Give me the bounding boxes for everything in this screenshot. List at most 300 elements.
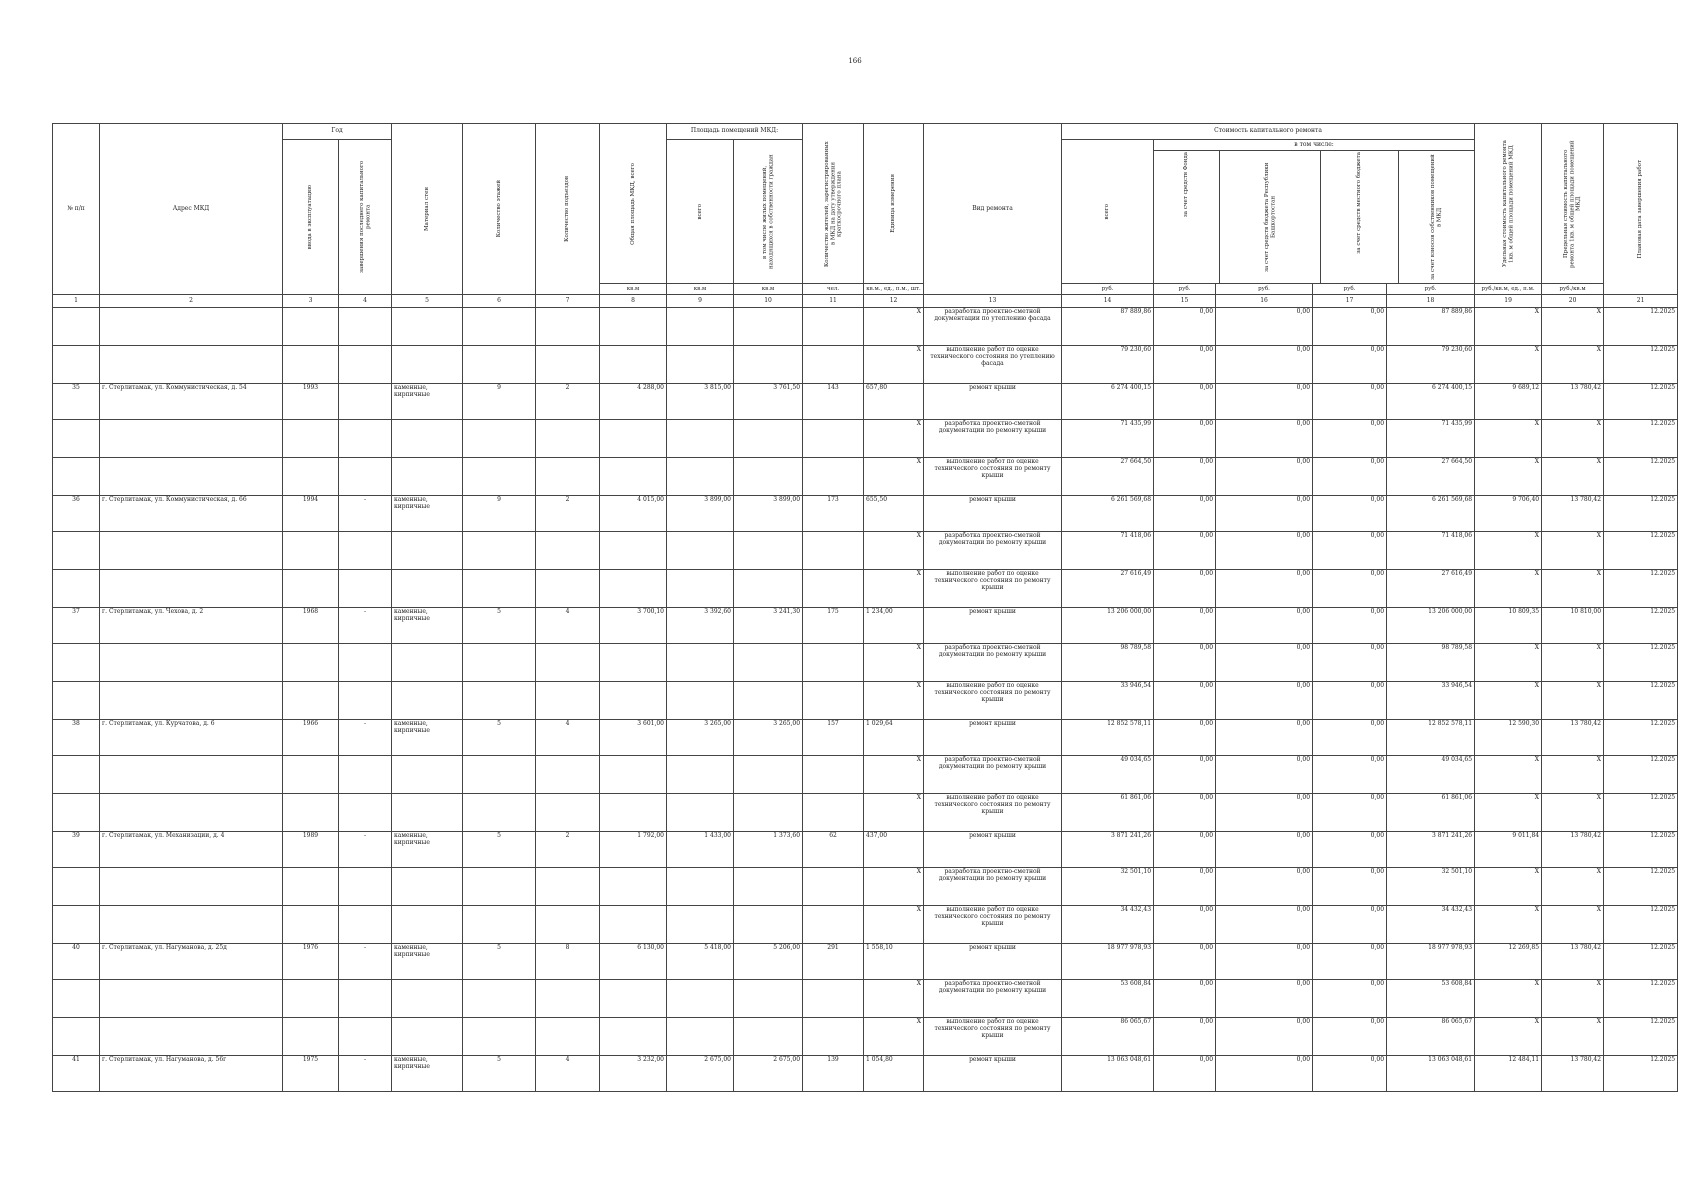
table-cell: X [1475, 682, 1542, 720]
col-floors: Количество этажей [463, 124, 536, 295]
table-cell: 0,00 [1154, 682, 1216, 720]
table-cell: - [339, 720, 392, 756]
table-cell: 98 789,58 [1387, 644, 1475, 682]
table-cell: 2 [536, 832, 600, 868]
table-cell: - [339, 496, 392, 532]
table-cell [734, 346, 803, 384]
col-specific-cost: Удельная стоимость капитального ремонта 1кв. м общей площади помещений МКД [1475, 124, 1542, 284]
table-cell: 0,00 [1154, 1018, 1216, 1056]
table-cell [803, 756, 864, 794]
table-cell: 13 206 000,00 [1387, 608, 1475, 644]
table-cell: 175 [803, 608, 864, 644]
col-wall-material: Материал стен [392, 124, 463, 295]
table-cell: 0,00 [1216, 794, 1313, 832]
table-cell: 12.2025 [1604, 420, 1678, 458]
table-cell [600, 906, 667, 944]
table-row [53, 944, 1678, 980]
table-cell [463, 346, 536, 384]
col-max-cost: Предельная стоимость капитального ремонта 1кв. м общей площади помещений МКД [1542, 124, 1604, 284]
table-cell [100, 868, 283, 906]
table-cell [600, 794, 667, 832]
table-cell [100, 570, 283, 608]
table-cell: 10 810,00 [1542, 608, 1604, 644]
table-cell: 9 689,12 [1475, 384, 1542, 420]
table-cell: разработка проектно-сметной документации по ремонту крыши [924, 756, 1062, 794]
table-cell: X [864, 644, 924, 682]
table-cell: каменные, кирпичные [392, 1056, 463, 1092]
table-cell: 0,00 [1154, 1056, 1216, 1092]
table-cell [392, 420, 463, 458]
table-cell: ремонт крыши [924, 496, 1062, 532]
table-cell: г. Стерлитамак, ул. Коммунистическая, д. 54 [100, 384, 283, 420]
table-cell [392, 570, 463, 608]
table-cell: X [864, 756, 924, 794]
table-cell [339, 1018, 392, 1056]
table-cell [100, 644, 283, 682]
table-cell [734, 868, 803, 906]
table-cell: 0,00 [1154, 756, 1216, 794]
table-cell [803, 868, 864, 906]
column-number: 9 [667, 295, 734, 308]
table-cell [463, 570, 536, 608]
table-cell: X [864, 420, 924, 458]
table-cell [100, 980, 283, 1018]
table-cell: выполнение работ по оценке технического состояния по утеплению фасада [924, 346, 1062, 384]
table-cell [392, 1018, 463, 1056]
table-cell: разработка проектно-сметной документации по ремонту крыши [924, 532, 1062, 570]
table-cell [463, 458, 536, 496]
table-cell [667, 906, 734, 944]
column-number: 13 [924, 295, 1062, 308]
table-cell: разработка проектно-сметной документации по ремонту крыши [924, 868, 1062, 906]
table-cell [600, 980, 667, 1018]
table-cell: 12.2025 [1604, 570, 1678, 608]
col-cost-including: в том числе: за счет средств Фонда за счет средств бюджета Республики Башкортостан за счет средств местного бюджета за счет взносов собственников помещений в МКД [1154, 140, 1475, 284]
table-cell [339, 384, 392, 420]
table-cell: 12 484,11 [1475, 1056, 1542, 1092]
table-cell: 0,00 [1216, 496, 1313, 532]
table-cell [392, 756, 463, 794]
table-cell: 13 063 048,61 [1062, 1056, 1154, 1092]
table-cell: 0,00 [1154, 532, 1216, 570]
table-cell: X [1542, 980, 1604, 1018]
table-cell: г. Стерлитамак, ул. Механизации, д. 4 [100, 832, 283, 868]
column-number: 2 [100, 295, 283, 308]
table-cell: X [1475, 756, 1542, 794]
table-row [53, 682, 1678, 720]
column-number: 3 [283, 295, 339, 308]
table-cell: 3 265,00 [667, 720, 734, 756]
table-cell: X [1542, 420, 1604, 458]
column-number: 16 [1216, 295, 1313, 308]
table-cell: X [864, 1018, 924, 1056]
table-cell [463, 682, 536, 720]
table-cell: X [1475, 906, 1542, 944]
table-cell [667, 570, 734, 608]
table-cell: 39 [53, 832, 100, 868]
table-cell [339, 346, 392, 384]
table-cell: 5 [463, 832, 536, 868]
table-cell: ремонт крыши [924, 608, 1062, 644]
table-cell: 0,00 [1313, 570, 1387, 608]
table-cell [392, 682, 463, 720]
table-row [53, 756, 1678, 794]
table-cell: разработка проектно-сметной документации по ремонту крыши [924, 420, 1062, 458]
table-cell [600, 532, 667, 570]
table-cell: 0,00 [1216, 608, 1313, 644]
table-cell: 98 789,58 [1062, 644, 1154, 682]
table-cell: 1966 [283, 720, 339, 756]
table-cell [667, 458, 734, 496]
table-cell: X [1475, 868, 1542, 906]
table-cell [100, 532, 283, 570]
column-number: 4 [339, 295, 392, 308]
table-cell [600, 308, 667, 346]
table-cell [600, 458, 667, 496]
table-cell: X [1475, 420, 1542, 458]
table-cell: 4 015,00 [600, 496, 667, 532]
table-cell: 9 [463, 496, 536, 532]
table-cell: 0,00 [1216, 308, 1313, 346]
table-cell: X [1475, 644, 1542, 682]
table-cell: 3 815,00 [667, 384, 734, 420]
table-cell: 0,00 [1313, 532, 1387, 570]
table-cell: 0,00 [1216, 644, 1313, 682]
table-cell: 0,00 [1154, 944, 1216, 980]
table-cell [667, 420, 734, 458]
table-cell: 2 675,00 [667, 1056, 734, 1092]
table-cell: 62 [803, 832, 864, 868]
table-cell: 3 761,50 [734, 384, 803, 420]
table-cell [339, 420, 392, 458]
table-cell: 0,00 [1154, 832, 1216, 868]
table-cell [283, 644, 339, 682]
table-cell: разработка проектно-сметной документации по ремонту крыши [924, 644, 1062, 682]
table-cell [463, 532, 536, 570]
table-cell: 4 [536, 608, 600, 644]
table-cell [283, 458, 339, 496]
table-cell: 71 435,99 [1062, 420, 1154, 458]
table-cell: 12.2025 [1604, 608, 1678, 644]
table-cell: ремонт крыши [924, 384, 1062, 420]
table-row [53, 384, 1678, 420]
table-cell: 1 029,64 [864, 720, 924, 756]
table-cell: 12.2025 [1604, 1018, 1678, 1056]
table-cell: 1993 [283, 384, 339, 420]
table-cell: 1975 [283, 1056, 339, 1092]
table-cell [339, 794, 392, 832]
col-premises-total: всего [667, 140, 734, 284]
table-cell: 10 809,35 [1475, 608, 1542, 644]
column-number: 8 [600, 295, 667, 308]
table-cell: X [864, 532, 924, 570]
table-cell [339, 682, 392, 720]
table-cell: 13 780,42 [1542, 1056, 1604, 1092]
col-cost-owners: за счет взносов собственников помещений в МКД [1430, 154, 1443, 280]
table-cell: разработка проектно-сметной документации по утеплению фасада [924, 308, 1062, 346]
table-cell: 655,50 [864, 496, 924, 532]
table-cell [283, 1018, 339, 1056]
table-cell: г. Стерлитамак, ул. Курчатова, д. 6 [100, 720, 283, 756]
table-cell: 0,00 [1313, 1056, 1387, 1092]
col-cost-total: всего [1062, 140, 1154, 284]
table-cell [283, 906, 339, 944]
table-cell [392, 906, 463, 944]
table-cell: 437,00 [864, 832, 924, 868]
table-cell: 0,00 [1154, 906, 1216, 944]
column-number: 18 [1387, 295, 1475, 308]
table-cell: 0,00 [1313, 458, 1387, 496]
table-cell [283, 868, 339, 906]
table-cell [339, 532, 392, 570]
table-cell [803, 644, 864, 682]
table-cell [392, 346, 463, 384]
table-cell [536, 420, 600, 458]
table-cell [53, 682, 100, 720]
table-cell: 12 590,30 [1475, 720, 1542, 756]
table-cell: 0,00 [1216, 458, 1313, 496]
table-cell: X [1475, 1018, 1542, 1056]
table-cell [53, 532, 100, 570]
table-cell [600, 420, 667, 458]
table-cell: 2 [536, 384, 600, 420]
table-cell [600, 644, 667, 682]
col-unit: Единица измерения [864, 124, 924, 284]
table-cell [392, 532, 463, 570]
table-cell: 0,00 [1216, 720, 1313, 756]
table-cell: 5 [463, 1056, 536, 1092]
table-row [53, 458, 1678, 496]
table-cell [803, 458, 864, 496]
table-cell: выполнение работ по оценке технического состояния по ремонту крыши [924, 458, 1062, 496]
table-cell: X [1475, 794, 1542, 832]
column-number: 5 [392, 295, 463, 308]
table-row [53, 794, 1678, 832]
table-cell [734, 308, 803, 346]
table-cell [600, 682, 667, 720]
table-cell [463, 756, 536, 794]
col-total-area: Общая площадь МКД, всего [600, 124, 667, 284]
table-cell: 12.2025 [1604, 308, 1678, 346]
table-cell: 0,00 [1216, 420, 1313, 458]
table-cell [53, 570, 100, 608]
table-cell: выполнение работ по оценке технического состояния по ремонту крыши [924, 906, 1062, 944]
table-cell: 3 700,10 [600, 608, 667, 644]
table-cell [100, 794, 283, 832]
table-cell: X [1542, 570, 1604, 608]
table-cell: 49 034,65 [1387, 756, 1475, 794]
table-cell: 1 373,60 [734, 832, 803, 868]
table-row [53, 906, 1678, 944]
table-cell: 12.2025 [1604, 720, 1678, 756]
table-cell [53, 1018, 100, 1056]
table-cell: 12.2025 [1604, 906, 1678, 944]
table-cell: 0,00 [1154, 608, 1216, 644]
table-row [53, 346, 1678, 384]
table-cell: 27 664,50 [1387, 458, 1475, 496]
table-cell: X [864, 570, 924, 608]
capital-repair-table [52, 123, 1678, 1092]
table-cell [283, 682, 339, 720]
column-number: 10 [734, 295, 803, 308]
table-row [53, 644, 1678, 682]
table-cell: 9 [463, 384, 536, 420]
table-cell [667, 868, 734, 906]
table-cell: 0,00 [1313, 1018, 1387, 1056]
table-cell: 2 675,00 [734, 1056, 803, 1092]
units-row: кв.м кв.м кв.м чел. кв.м., ед., п.м., шт. руб. руб. руб. руб. руб. руб./кв.м, ед., п.м. руб./кв.м [53, 284, 1678, 295]
table-cell: 12 852 578,11 [1062, 720, 1154, 756]
column-number: 12 [864, 295, 924, 308]
table-cell: X [1542, 308, 1604, 346]
table-cell: 12.2025 [1604, 682, 1678, 720]
table-cell: 4 288,00 [600, 384, 667, 420]
table-cell [803, 570, 864, 608]
table-cell [734, 1018, 803, 1056]
table-cell: 12 269,85 [1475, 944, 1542, 980]
table-cell: 0,00 [1154, 420, 1216, 458]
table-cell: X [1542, 458, 1604, 496]
table-cell [339, 458, 392, 496]
table-cell [667, 756, 734, 794]
table-cell: 3 871 241,26 [1062, 832, 1154, 868]
table-cell: 0,00 [1313, 384, 1387, 420]
column-number: 20 [1542, 295, 1604, 308]
table-cell [100, 1018, 283, 1056]
table-cell: 18 977 978,93 [1387, 944, 1475, 980]
table-cell: 61 861,06 [1062, 794, 1154, 832]
table-cell [803, 308, 864, 346]
table-body [53, 308, 1678, 1092]
table-cell [283, 532, 339, 570]
table-cell: ремонт крыши [924, 720, 1062, 756]
table-cell [667, 644, 734, 682]
table-cell [339, 868, 392, 906]
table-cell: 0,00 [1216, 756, 1313, 794]
table-cell [734, 756, 803, 794]
table-cell [734, 570, 803, 608]
table-cell [283, 308, 339, 346]
table-cell [734, 532, 803, 570]
table-cell: 5 [463, 608, 536, 644]
table-cell: 8 [536, 944, 600, 980]
table-cell [667, 980, 734, 1018]
table-cell [536, 308, 600, 346]
table-cell: 12.2025 [1604, 458, 1678, 496]
table-cell: 87 889,86 [1387, 308, 1475, 346]
table-cell: 71 418,06 [1062, 532, 1154, 570]
table-cell [283, 570, 339, 608]
table-cell: 32 501,10 [1062, 868, 1154, 906]
table-cell: 0,00 [1216, 1056, 1313, 1092]
table-cell: X [1475, 308, 1542, 346]
table-cell [803, 906, 864, 944]
table-cell: каменные, кирпичные [392, 720, 463, 756]
table-cell: 6 261 569,68 [1062, 496, 1154, 532]
table-cell: 0,00 [1216, 384, 1313, 420]
table-row [53, 532, 1678, 570]
table-cell: 27 616,49 [1387, 570, 1475, 608]
table-cell [53, 420, 100, 458]
table-cell: 18 977 978,93 [1062, 944, 1154, 980]
table-cell: X [1475, 980, 1542, 1018]
table-cell [536, 906, 600, 944]
table-cell: 79 230,60 [1062, 346, 1154, 384]
table-cell: 0,00 [1313, 608, 1387, 644]
col-cost-group: Стоимость капитального ремонта [1062, 124, 1475, 140]
table-cell [53, 906, 100, 944]
table-cell: 86 065,67 [1387, 1018, 1475, 1056]
table-cell [100, 682, 283, 720]
table-cell: 12.2025 [1604, 1056, 1678, 1092]
table-cell [536, 682, 600, 720]
table-cell: 0,00 [1154, 496, 1216, 532]
table-cell [734, 420, 803, 458]
table-cell: каменные, кирпичные [392, 944, 463, 980]
table-cell: X [864, 906, 924, 944]
table-cell: 1968 [283, 608, 339, 644]
table-cell: 12.2025 [1604, 980, 1678, 1018]
table-cell [463, 1018, 536, 1056]
table-cell [463, 794, 536, 832]
column-number: 17 [1313, 295, 1387, 308]
col-deadline: Плановая дата завершения работ [1604, 124, 1678, 295]
table-cell: 5 206,00 [734, 944, 803, 980]
table-cell: X [1542, 868, 1604, 906]
table-cell: 0,00 [1216, 906, 1313, 944]
table-cell: 34 432,43 [1387, 906, 1475, 944]
table-cell: 0,00 [1313, 346, 1387, 384]
table-cell: 3 899,00 [734, 496, 803, 532]
table-cell [463, 906, 536, 944]
table-cell [339, 308, 392, 346]
table-cell: 13 063 048,61 [1387, 1056, 1475, 1092]
table-cell: 38 [53, 720, 100, 756]
table-cell: 0,00 [1154, 570, 1216, 608]
table-cell [734, 644, 803, 682]
table-cell: 13 780,42 [1542, 944, 1604, 980]
table-cell: X [1542, 532, 1604, 570]
table-cell: выполнение работ по оценке технического состояния по ремонту крыши [924, 570, 1062, 608]
table-cell [100, 308, 283, 346]
table-cell [734, 458, 803, 496]
table-cell: ремонт крыши [924, 1056, 1062, 1092]
table-cell: 0,00 [1313, 980, 1387, 1018]
table-cell [283, 756, 339, 794]
table-cell: - [339, 944, 392, 980]
table-cell: г. Стерлитамак, ул. Нагуманова, д. 25д [100, 944, 283, 980]
column-number: 6 [463, 295, 536, 308]
table-cell: 3 392,60 [667, 608, 734, 644]
table-cell [392, 868, 463, 906]
col-premises-residents: в том числе жилых помещений, находящихся в собственности граждан [734, 140, 803, 284]
table-cell: 12.2025 [1604, 868, 1678, 906]
column-number: 14 [1062, 295, 1154, 308]
table-cell: каменные, кирпичные [392, 496, 463, 532]
table-cell: 0,00 [1313, 756, 1387, 794]
table-cell: 35 [53, 384, 100, 420]
table-cell: 0,00 [1313, 720, 1387, 756]
table-cell [536, 532, 600, 570]
table-cell [667, 1018, 734, 1056]
table-cell: 12.2025 [1604, 794, 1678, 832]
table-cell: 32 501,10 [1387, 868, 1475, 906]
table-cell: 12 852 578,11 [1387, 720, 1475, 756]
table-cell: ремонт крыши [924, 944, 1062, 980]
table-cell [392, 794, 463, 832]
table-cell [463, 420, 536, 458]
table-cell: 1989 [283, 832, 339, 868]
